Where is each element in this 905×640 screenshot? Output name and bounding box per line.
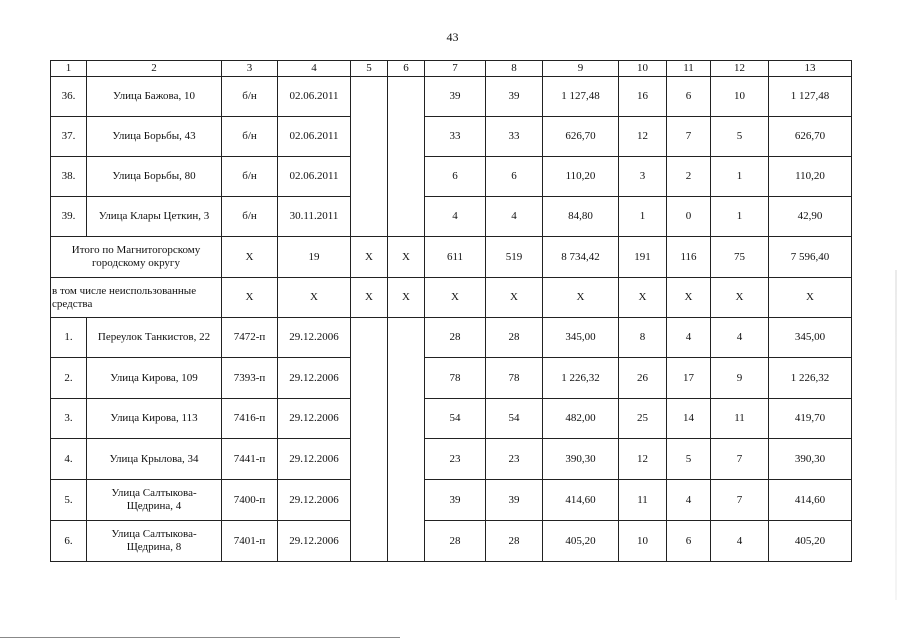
header-cell: 9 bbox=[543, 61, 619, 77]
row-c10: 8 bbox=[619, 318, 667, 358]
row-c9: 110,20 bbox=[543, 157, 619, 197]
row-doc: 7393-п bbox=[222, 358, 278, 399]
total-c11: 116 bbox=[667, 237, 711, 278]
row-c13: 390,30 bbox=[769, 439, 852, 480]
row-number: 2. bbox=[51, 358, 87, 399]
row-c11: 6 bbox=[667, 521, 711, 562]
row-c10: 16 bbox=[619, 77, 667, 117]
row-c7: 6 bbox=[425, 157, 486, 197]
row-c8: 78 bbox=[486, 358, 543, 399]
header-cell: 1 bbox=[51, 61, 87, 77]
row-date: 29.12.2006 bbox=[278, 358, 351, 399]
unused-c8: X bbox=[486, 278, 543, 318]
data-table bbox=[50, 60, 852, 562]
row-c8: 33 bbox=[486, 117, 543, 157]
row-doc: 7472-п bbox=[222, 318, 278, 358]
row-number: 36. bbox=[51, 77, 87, 117]
row-c9: 414,60 bbox=[543, 480, 619, 521]
unused-funds-row bbox=[51, 278, 852, 318]
header-cell: 2 bbox=[87, 61, 222, 77]
row-c7: 54 bbox=[425, 399, 486, 439]
unused-c9: X bbox=[543, 278, 619, 318]
bottom-scan-line bbox=[0, 637, 400, 638]
row-doc: 7441-п bbox=[222, 439, 278, 480]
row-c9: 626,70 bbox=[543, 117, 619, 157]
row-date: 02.06.2011 bbox=[278, 77, 351, 117]
row-address: Улица Борьбы, 43 bbox=[87, 117, 222, 157]
unused-c7: X bbox=[425, 278, 486, 318]
row-doc: б/н bbox=[222, 157, 278, 197]
row-c7: 33 bbox=[425, 117, 486, 157]
row-date: 29.12.2006 bbox=[278, 521, 351, 562]
row-c10: 12 bbox=[619, 117, 667, 157]
row-c9: 84,80 bbox=[543, 197, 619, 237]
row-c7: 4 bbox=[425, 197, 486, 237]
row-c9: 405,20 bbox=[543, 521, 619, 562]
row-c13: 1 226,32 bbox=[769, 358, 852, 399]
row-address: Улица Салтыкова-Щедрина, 8 bbox=[87, 521, 222, 562]
row-c10: 11 bbox=[619, 480, 667, 521]
row-c13: 1 127,48 bbox=[769, 77, 852, 117]
header-cell: 5 bbox=[351, 61, 388, 77]
row-c11: 7 bbox=[667, 117, 711, 157]
row-c12: 11 bbox=[711, 399, 769, 439]
table-row bbox=[51, 358, 852, 399]
header-cell: 10 bbox=[619, 61, 667, 77]
scan-edge-mark bbox=[895, 270, 897, 600]
unused-label: в том числе неиспользованные средства bbox=[51, 278, 222, 318]
row-doc: 7400-п bbox=[222, 480, 278, 521]
row-date: 29.12.2006 bbox=[278, 399, 351, 439]
total-c13: 7 596,40 bbox=[769, 237, 852, 278]
row-c9: 345,00 bbox=[543, 318, 619, 358]
row-c10: 10 bbox=[619, 521, 667, 562]
row-c12: 1 bbox=[711, 157, 769, 197]
row-c11: 17 bbox=[667, 358, 711, 399]
total-row bbox=[51, 237, 852, 278]
row-c7: 28 bbox=[425, 318, 486, 358]
row-c7: 39 bbox=[425, 77, 486, 117]
unused-c4: X bbox=[278, 278, 351, 318]
row-doc: 7416-п bbox=[222, 399, 278, 439]
header-cell: 13 bbox=[769, 61, 852, 77]
unused-c6: X bbox=[388, 278, 425, 318]
row-c11: 4 bbox=[667, 318, 711, 358]
row-date: 29.12.2006 bbox=[278, 318, 351, 358]
total-c7: 611 bbox=[425, 237, 486, 278]
row-number: 38. bbox=[51, 157, 87, 197]
row-number: 39. bbox=[51, 197, 87, 237]
total-c9: 8 734,42 bbox=[543, 237, 619, 278]
row-c11: 6 bbox=[667, 77, 711, 117]
table-row bbox=[51, 399, 852, 439]
row-c12: 10 bbox=[711, 77, 769, 117]
row-c8: 6 bbox=[486, 157, 543, 197]
total-c5: X bbox=[351, 237, 388, 278]
unused-c3: X bbox=[222, 278, 278, 318]
total-c6: X bbox=[388, 237, 425, 278]
header-cell: 12 bbox=[711, 61, 769, 77]
total-c3: X bbox=[222, 237, 278, 278]
row-address: Улица Кирова, 109 bbox=[87, 358, 222, 399]
row-c12: 4 bbox=[711, 521, 769, 562]
table-row bbox=[51, 439, 852, 480]
row-number: 3. bbox=[51, 399, 87, 439]
row-c13: 345,00 bbox=[769, 318, 852, 358]
row-c8: 54 bbox=[486, 399, 543, 439]
row-c12: 7 bbox=[711, 439, 769, 480]
row-c8: 23 bbox=[486, 439, 543, 480]
row-c11: 0 bbox=[667, 197, 711, 237]
row-c12: 9 bbox=[711, 358, 769, 399]
row-address: Улица Кирова, 113 bbox=[87, 399, 222, 439]
table-row bbox=[51, 77, 852, 117]
row-address: Улица Клары Цеткин, 3 bbox=[87, 197, 222, 237]
table-row bbox=[51, 521, 852, 562]
row-c13: 110,20 bbox=[769, 157, 852, 197]
merged-blank-col5 bbox=[351, 77, 388, 237]
total-c8: 519 bbox=[486, 237, 543, 278]
row-c11: 2 bbox=[667, 157, 711, 197]
table-row bbox=[51, 117, 852, 157]
row-c9: 390,30 bbox=[543, 439, 619, 480]
table-row bbox=[51, 318, 852, 358]
header-cell: 4 bbox=[278, 61, 351, 77]
row-c8: 28 bbox=[486, 521, 543, 562]
row-c13: 42,90 bbox=[769, 197, 852, 237]
row-date: 02.06.2011 bbox=[278, 157, 351, 197]
row-number: 4. bbox=[51, 439, 87, 480]
header-cell: 6 bbox=[388, 61, 425, 77]
table-row bbox=[51, 197, 852, 237]
row-number: 6. bbox=[51, 521, 87, 562]
row-number: 1. bbox=[51, 318, 87, 358]
row-doc: б/н bbox=[222, 197, 278, 237]
row-c7: 28 bbox=[425, 521, 486, 562]
row-c8: 39 bbox=[486, 480, 543, 521]
row-address: Улица Салтыкова-Щедрина, 4 bbox=[87, 480, 222, 521]
row-c11: 4 bbox=[667, 480, 711, 521]
row-c10: 1 bbox=[619, 197, 667, 237]
row-c11: 5 bbox=[667, 439, 711, 480]
row-c12: 5 bbox=[711, 117, 769, 157]
merged-blank-col6 bbox=[388, 318, 425, 562]
row-c8: 4 bbox=[486, 197, 543, 237]
header-row bbox=[51, 61, 852, 77]
row-c8: 28 bbox=[486, 318, 543, 358]
header-cell: 8 bbox=[486, 61, 543, 77]
row-c7: 39 bbox=[425, 480, 486, 521]
row-c9: 482,00 bbox=[543, 399, 619, 439]
row-number: 5. bbox=[51, 480, 87, 521]
row-date: 29.12.2006 bbox=[278, 480, 351, 521]
table-row bbox=[51, 480, 852, 521]
row-address: Улица Бажова, 10 bbox=[87, 77, 222, 117]
row-date: 02.06.2011 bbox=[278, 117, 351, 157]
row-c7: 78 bbox=[425, 358, 486, 399]
row-doc: б/н bbox=[222, 117, 278, 157]
row-c12: 4 bbox=[711, 318, 769, 358]
row-date: 29.12.2006 bbox=[278, 439, 351, 480]
row-c11: 14 bbox=[667, 399, 711, 439]
row-c9: 1 127,48 bbox=[543, 77, 619, 117]
header-cell: 3 bbox=[222, 61, 278, 77]
total-c12: 75 bbox=[711, 237, 769, 278]
unused-c10: X bbox=[619, 278, 667, 318]
total-c4: 19 bbox=[278, 237, 351, 278]
row-c9: 1 226,32 bbox=[543, 358, 619, 399]
row-c10: 25 bbox=[619, 399, 667, 439]
unused-c5: X bbox=[351, 278, 388, 318]
row-c12: 1 bbox=[711, 197, 769, 237]
row-doc: б/н bbox=[222, 77, 278, 117]
row-c13: 626,70 bbox=[769, 117, 852, 157]
row-c10: 12 bbox=[619, 439, 667, 480]
total-label: Итого по Магнитогорскому городскому округу bbox=[51, 237, 222, 278]
row-c7: 23 bbox=[425, 439, 486, 480]
row-c10: 3 bbox=[619, 157, 667, 197]
table-row bbox=[51, 157, 852, 197]
merged-blank-col6 bbox=[388, 77, 425, 237]
row-address: Переулок Танкистов, 22 bbox=[87, 318, 222, 358]
row-c12: 7 bbox=[711, 480, 769, 521]
unused-c12: X bbox=[711, 278, 769, 318]
merged-blank-col5 bbox=[351, 318, 388, 562]
total-c10: 191 bbox=[619, 237, 667, 278]
row-address: Улица Крылова, 34 bbox=[87, 439, 222, 480]
row-c13: 405,20 bbox=[769, 521, 852, 562]
unused-c11: X bbox=[667, 278, 711, 318]
row-c8: 39 bbox=[486, 77, 543, 117]
row-c13: 419,70 bbox=[769, 399, 852, 439]
header-cell: 11 bbox=[667, 61, 711, 77]
row-doc: 7401-п bbox=[222, 521, 278, 562]
row-number: 37. bbox=[51, 117, 87, 157]
page-number: 43 bbox=[446, 30, 459, 44]
unused-c13: X bbox=[769, 278, 852, 318]
header-cell: 7 bbox=[425, 61, 486, 77]
row-date: 30.11.2011 bbox=[278, 197, 351, 237]
row-address: Улица Борьбы, 80 bbox=[87, 157, 222, 197]
row-c13: 414,60 bbox=[769, 480, 852, 521]
row-c10: 26 bbox=[619, 358, 667, 399]
